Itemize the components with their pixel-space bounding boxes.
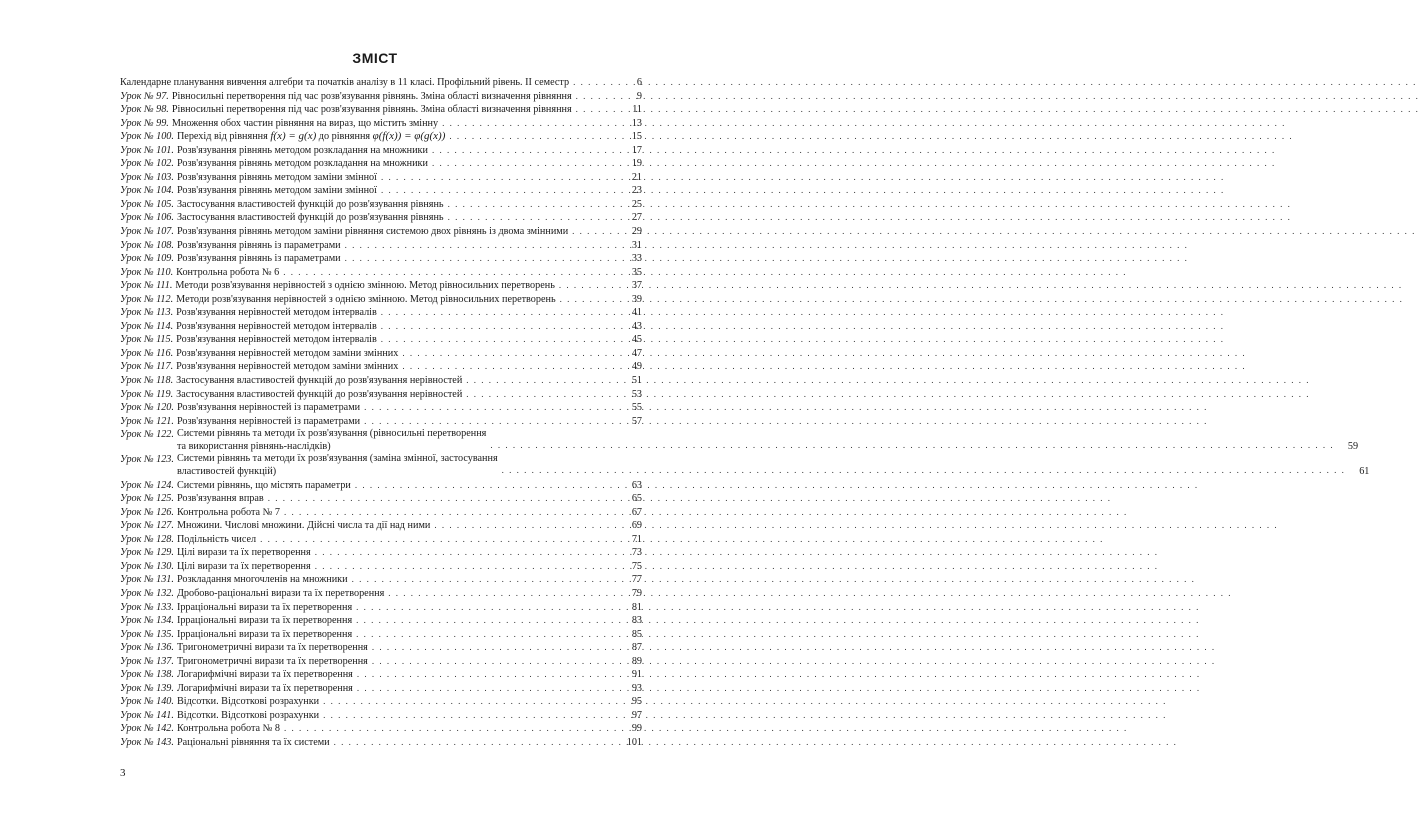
- toc-page-number: 21: [631, 171, 642, 183]
- toc-entry: [120, 655, 642, 669]
- toc-entry: [120, 560, 642, 574]
- toc-dot-leader: [576, 90, 618, 104]
- toc-lesson-number: Урок № 141.: [120, 709, 174, 721]
- toc-lesson-number: Урок № 119.: [120, 388, 174, 400]
- toc-entry-title: Розв'язування рівнянь методом розкладання на множники: [176, 158, 428, 170]
- toc-entry: [120, 479, 642, 493]
- toc-dot-leader: [355, 479, 618, 493]
- toc-page-number: 97: [631, 709, 642, 721]
- toc-entry: [120, 628, 642, 642]
- toc-page-number: 101: [626, 736, 642, 748]
- toc-dot-leader: [357, 668, 618, 682]
- toc-entry-text: [176, 347, 398, 361]
- toc-page-number: 35: [631, 266, 642, 278]
- toc-dot-leader: [356, 601, 618, 615]
- toc-entry-text: [177, 130, 445, 144]
- toc-entry: [120, 587, 642, 601]
- toc-entry-text: [177, 184, 377, 198]
- toc-entry-text: [176, 360, 398, 374]
- toc-entry-text: [177, 709, 319, 723]
- toc-entry-title: Застосування властивостей функцій до розв'язування нерівностей: [176, 375, 463, 387]
- toc-lesson-number: Урок № 115.: [120, 334, 174, 346]
- toc-entry: [120, 76, 642, 90]
- toc-page-number: 37: [631, 280, 642, 292]
- toc-dot-leader: [572, 225, 618, 239]
- toc-entry-title: Розв'язування нерівностей методом інтервалів: [176, 334, 377, 346]
- toc-entry: [120, 293, 642, 307]
- toc-entry-text: [176, 293, 555, 307]
- toc-entry-title: Тригонометричні вирази та їх перетворення: [176, 655, 368, 667]
- toc-lesson-number: Урок № 133.: [120, 601, 174, 613]
- toc-entry-title: Розв'язування рівнянь методом заміни змінної: [176, 185, 377, 197]
- toc-entry-text: [177, 560, 311, 574]
- toc-entry-text: [177, 415, 360, 429]
- toc-dot-leader: [560, 293, 618, 307]
- toc-entry-title: Логарифмічні вирази та їх перетворення: [176, 682, 353, 694]
- toc-entry-text: [175, 279, 554, 293]
- toc-page-number: 51: [631, 375, 642, 387]
- toc-dot-leader: [372, 655, 618, 669]
- toc-dot-leader: [402, 347, 618, 361]
- toc-entry: [120, 506, 642, 520]
- toc-entry-text: [177, 655, 368, 669]
- toc-entry-title: Рівносильні перетворення під час розв'язування рівнянь. Зміна області визначення рівняння: [171, 104, 572, 116]
- toc-dot-leader: [356, 628, 618, 642]
- toc-entry-title: Контрольна робота № 7: [176, 506, 280, 518]
- toc-entry: [120, 360, 642, 374]
- toc-entry-title: Розв'язування нерівностей із параметрами: [176, 402, 361, 414]
- toc-entry-text: [177, 533, 256, 547]
- toc-entry-title: Ірраціональні вирази та їх перетворення: [176, 615, 353, 627]
- toc-dot-leader: [352, 573, 618, 587]
- toc-lesson-number: Урок № 106.: [120, 212, 174, 224]
- toc-entry: [120, 614, 642, 628]
- table-of-contents: [120, 76, 1370, 750]
- toc-page-number: 55: [631, 402, 642, 414]
- toc-lesson-number: Урок № 138.: [120, 669, 174, 681]
- toc-page-number: 63: [631, 479, 642, 491]
- toc-entry-title: Цілі вирази та їх перетворення: [176, 547, 311, 559]
- toc-entry: [120, 388, 642, 402]
- toc-entry-text: [177, 492, 264, 506]
- toc-lesson-number: Урок № 135.: [120, 628, 174, 640]
- toc-entry: [120, 157, 642, 171]
- toc-lesson-number: Урок № 142.: [120, 723, 174, 735]
- toc-entry: [120, 401, 642, 415]
- toc-dot-leader: [381, 320, 618, 334]
- toc-lesson-number: Урок № 126.: [120, 506, 174, 518]
- toc-entry-text-block: [177, 453, 498, 478]
- toc-page-number: 9: [636, 90, 642, 102]
- toc-page-number: 25: [631, 198, 642, 210]
- toc-entry-text-block: [177, 428, 486, 453]
- toc-page-number: 53: [631, 388, 642, 400]
- toc-entry: [120, 171, 642, 185]
- toc-entry-title: Методи розв'язування нерівностей з однією змінною. Метод рівносильних перетворень: [176, 293, 556, 305]
- toc-lesson-number: Урок № 128.: [120, 533, 174, 545]
- toc-page-number: 77: [631, 574, 642, 586]
- toc-dot-leader: [260, 533, 618, 547]
- toc-entry: [120, 641, 642, 655]
- toc-page-number: 19: [631, 158, 642, 170]
- toc-dot-leader: [466, 388, 618, 402]
- toc-entry-text: [172, 103, 572, 117]
- toc-entry-text: [176, 333, 377, 347]
- toc-lesson-number: Урок № 134.: [120, 615, 174, 627]
- toc-entry-text: [177, 614, 352, 628]
- toc-lesson-number: Урок № 117.: [120, 361, 174, 373]
- toc-entry: [120, 90, 642, 104]
- toc-dot-leader: [372, 641, 618, 655]
- toc-lesson-number: Урок № 103.: [120, 171, 174, 183]
- toc-formula: f(x) = g(x): [270, 130, 317, 143]
- toc-entry-text: [177, 211, 444, 225]
- toc-dot-leader: [345, 239, 618, 253]
- toc-entry-text: [177, 225, 568, 239]
- toc-entry-text: [177, 479, 351, 493]
- toc-lesson-number: Урок № 137.: [120, 655, 174, 667]
- toc-entry-text: [177, 722, 280, 736]
- toc-dot-leader: [381, 333, 618, 347]
- toc-entry: [120, 533, 642, 547]
- toc-dot-leader: [432, 157, 618, 171]
- toc-dot-leader: [502, 464, 1346, 478]
- toc-page-number: 57: [631, 415, 642, 427]
- toc-page-number: 87: [631, 642, 642, 654]
- toc-page-number: 89: [631, 655, 642, 667]
- toc-lesson-number: Урок № 139.: [120, 682, 174, 694]
- toc-entry-text-continued: властивостей функцій): [176, 466, 277, 477]
- toc-entry-text: [177, 668, 353, 682]
- toc-page-number: 67: [631, 506, 642, 518]
- toc-entry-title: Подільність чисел: [176, 533, 257, 545]
- toc-dot-leader: [448, 198, 618, 212]
- toc-page-number: 11: [632, 104, 642, 116]
- toc-page-number: 29: [631, 226, 642, 238]
- toc-entry-title: Розв'язування рівнянь методом заміни рівняння системою двох рівнянь із двома змінними: [176, 226, 569, 238]
- toc-entry-title: Розв'язування нерівностей методом заміни змінних: [176, 347, 399, 359]
- toc-lesson-number: Урок № 101.: [120, 144, 174, 156]
- toc-page-number: 43: [631, 320, 642, 332]
- toc-entry: [120, 239, 642, 253]
- toc-lesson-number: Урок № 129.: [120, 547, 174, 559]
- toc-page-number: 47: [631, 347, 642, 359]
- toc-entry: [120, 130, 642, 144]
- toc-entry-title: Застосування властивостей функцій до розв'язування рівнянь: [176, 212, 444, 224]
- toc-lesson-number: Урок № 131.: [120, 574, 174, 586]
- toc-entry: [120, 736, 642, 750]
- toc-entry-title: Відсотки. Відсоткові розрахунки: [176, 696, 320, 708]
- toc-entry: [120, 347, 642, 361]
- toc-page-number: 27: [631, 212, 642, 224]
- toc-lesson-number: Урок № 136.: [120, 642, 174, 654]
- toc-entry: [120, 103, 642, 117]
- toc-dot-leader: [402, 360, 618, 374]
- toc-page-number: 45: [631, 334, 642, 346]
- toc-page-number: 73: [631, 547, 642, 559]
- toc-entry: [120, 144, 642, 158]
- toc-entry-title: Контрольна робота № 6: [176, 266, 280, 278]
- toc-page-number: 6: [636, 77, 642, 88]
- toc-entry-title: Тригонометричні вирази та їх перетворення: [176, 642, 368, 654]
- toc-entry: [120, 428, 1359, 453]
- toc-page-number: 69: [631, 520, 642, 532]
- toc-entry-text: [176, 306, 377, 320]
- toc-dot-leader: [381, 306, 618, 320]
- toc-entry-text: [177, 506, 280, 520]
- toc-lesson-number: Урок № 102.: [120, 158, 174, 170]
- toc-dot-leader: [576, 103, 618, 117]
- toc-entry-text: [177, 157, 428, 171]
- toc-page-number: 85: [631, 628, 642, 640]
- toc-lesson-number: Урок № 143.: [120, 736, 174, 748]
- toc-entry-tail: [486, 428, 1358, 453]
- toc-entry-title: Розв'язування рівнянь методом заміни змінної: [176, 171, 377, 183]
- toc-dot-leader: [434, 519, 618, 533]
- toc-lesson-number: Урок № 132.: [120, 587, 174, 599]
- toc-entry: [120, 374, 642, 388]
- toc-lesson-number: Урок № 98.: [120, 104, 169, 116]
- toc-dot-leader: [364, 401, 618, 415]
- toc-dot-leader: [283, 266, 618, 280]
- toc-entry-title: Методи розв'язування нерівностей з однією змінною. Метод рівносильних перетворень: [175, 280, 555, 292]
- toc-lesson-number: Урок № 116.: [120, 347, 174, 359]
- toc-dot-leader: [284, 506, 618, 520]
- toc-entry: [120, 184, 642, 198]
- toc-entry-text: [177, 198, 444, 212]
- toc-dot-leader: [284, 722, 618, 736]
- toc-entry-text: [177, 641, 368, 655]
- toc-entry: [120, 333, 642, 347]
- toc-page-number: 75: [631, 560, 642, 572]
- toc-lesson-number: Урок № 127.: [120, 520, 174, 532]
- toc-lesson-number: Урок № 123.: [120, 454, 174, 466]
- toc-lesson-number: Урок № 114.: [120, 320, 174, 332]
- toc-entry: [120, 211, 642, 225]
- toc-entry-text: [177, 682, 353, 696]
- toc-lesson-number: Урок № 112.: [120, 293, 174, 305]
- toc-entry-text: [172, 117, 438, 131]
- toc-dot-leader: [381, 184, 618, 198]
- toc-entry: [120, 266, 642, 280]
- toc-entry-text: [177, 519, 430, 533]
- toc-entry-text: [176, 374, 462, 388]
- toc-entry-text: [176, 388, 462, 402]
- toc-page-number: 93: [631, 682, 642, 694]
- toc-entry: [120, 453, 1370, 478]
- toc-lesson-number: Урок № 97.: [120, 90, 169, 102]
- toc-entry-title: Розв'язування вправ: [176, 493, 264, 505]
- toc-entry-title: Розв'язування нерівностей методом заміни змінних: [176, 361, 399, 373]
- toc-entry: [120, 519, 642, 533]
- toc-entry-text: [177, 401, 360, 415]
- toc-entry: [120, 709, 642, 723]
- toc-entry-title: Розв'язування рівнянь із параметрами: [176, 253, 341, 265]
- toc-entry-text: [177, 736, 330, 750]
- toc-entry-title: Календарне планування вивчення алгебри та початків аналізу в 11 класі. Профільний рівень. II семестр: [120, 77, 570, 88]
- toc-page-number: 59: [1347, 440, 1359, 452]
- toc-entry-title-middle: до рівняння: [318, 131, 371, 143]
- toc-lesson-number: Урок № 105.: [120, 198, 174, 210]
- toc-entry-title: Системи рівнянь, що містять параметри: [176, 479, 351, 491]
- toc-dot-leader: [573, 76, 618, 90]
- toc-entry-title: Рівносильні перетворення під час розв'язування рівнянь. Зміна області визначення рівняння: [171, 90, 572, 102]
- toc-page-number: 99: [631, 723, 642, 735]
- toc-entry-text: [177, 144, 428, 158]
- toc-entry: [120, 601, 642, 615]
- toc-entry-title: Множини. Числові множини. Дійсні числа та дії над ними: [176, 520, 431, 532]
- toc-entry-text: [120, 76, 569, 90]
- toc-entry-text: [177, 695, 319, 709]
- toc-entry-text-continued: та використання рівнянь-наслідків): [176, 440, 331, 452]
- toc-dot-leader: [466, 374, 618, 388]
- toc-entry: [120, 306, 642, 320]
- toc-page-number: 33: [631, 253, 642, 265]
- toc-lesson-number: Урок № 121.: [120, 415, 174, 427]
- toc-dot-leader: [315, 560, 618, 574]
- toc-entry-title: Розв'язування рівнянь із параметрами: [176, 239, 341, 251]
- toc-entry-title: Розв'язування рівнянь методом розкладання на множники: [176, 144, 428, 156]
- toc-dot-leader: [381, 171, 618, 185]
- toc-page-number: 23: [631, 185, 642, 197]
- toc-entry: [120, 573, 642, 587]
- toc-lesson-number: Урок № 125.: [120, 493, 174, 505]
- toc-page-number: 17: [631, 144, 642, 156]
- toc-page-number: 95: [631, 696, 642, 708]
- toc-page-number: 31: [631, 239, 642, 251]
- toc-entry-title: Дробово-раціональні вирази та їх перетворення: [176, 587, 385, 599]
- toc-dot-leader: [449, 130, 618, 144]
- toc-entry-text: [176, 320, 377, 334]
- toc-page-number: 81: [631, 601, 642, 613]
- toc-formula: φ(f(x)) = φ(g(x)): [372, 130, 446, 143]
- toc-dot-leader: [334, 736, 618, 750]
- toc-entry: [120, 279, 642, 293]
- toc-dot-leader: [442, 117, 618, 131]
- toc-entry-text: [172, 90, 572, 104]
- page-number: 3: [120, 767, 126, 779]
- toc-entry: [120, 668, 642, 682]
- toc-entry-text: Системи рівнянь та методи їх розв'язування (рівносильні перетворення: [176, 428, 487, 440]
- toc-entry-title: Цілі вирази та їх перетворення: [176, 560, 311, 572]
- toc-lesson-number: Урок № 113.: [120, 307, 174, 319]
- toc-entry: [120, 252, 642, 266]
- toc-entry-title: Ірраціональні вирази та їх перетворення: [176, 628, 353, 640]
- toc-lesson-number: Урок № 120.: [120, 402, 174, 414]
- toc-entry: [120, 117, 642, 131]
- toc-dot-leader: [323, 709, 618, 723]
- toc-page-number: 41: [631, 307, 642, 319]
- toc-page-number: 79: [631, 587, 642, 599]
- toc-dot-leader: [268, 492, 618, 506]
- toc-entry-text: [177, 628, 352, 642]
- toc-page-number: 83: [631, 615, 642, 627]
- toc-entry-title: Відсотки. Відсоткові розрахунки: [176, 709, 320, 721]
- toc-entry-title: Логарифмічні вирази та їх перетворення: [176, 669, 353, 681]
- toc-lesson-number: Урок № 118.: [120, 375, 174, 387]
- toc-entry: [120, 225, 642, 239]
- toc-entry-title: Застосування властивостей функцій до розв'язування нерівностей: [176, 388, 463, 400]
- toc-dot-leader: [432, 144, 618, 158]
- toc-lesson-number: Урок № 109.: [120, 253, 174, 265]
- toc-entry-text: [177, 546, 311, 560]
- toc-entry-title: Розкладання многочленів на множники: [176, 574, 348, 586]
- toc-lesson-number: Урок № 99.: [120, 117, 169, 129]
- toc-entry-text: Системи рівнянь та методи їх розв'язування (заміна змінної, застосування: [176, 453, 498, 465]
- toc-lesson-number: Урок № 108.: [120, 239, 174, 251]
- toc-dot-leader: [345, 252, 618, 266]
- toc-dot-leader: [323, 695, 618, 709]
- toc-page-number: 71: [631, 533, 642, 545]
- toc-dot-leader: [356, 614, 618, 628]
- toc-lesson-number: Урок № 130.: [120, 560, 174, 572]
- toc-entry-title: Раціональні рівняння та їх системи: [176, 736, 330, 748]
- toc-entry-text: [176, 266, 279, 280]
- toc-lesson-number: Урок № 122.: [120, 429, 174, 441]
- toc-entry-title: Застосування властивостей функцій до розв'язування рівнянь: [176, 198, 444, 210]
- toc-dot-leader: [357, 682, 618, 696]
- toc-page-number: 39: [631, 293, 642, 305]
- toc-lesson-number: Урок № 107.: [120, 226, 174, 238]
- toc-page-number: 15: [631, 131, 642, 143]
- toc-entry: [120, 492, 642, 506]
- toc-entry: [120, 682, 642, 696]
- toc-lesson-number: Урок № 124.: [120, 479, 174, 491]
- toc-entry-text: [177, 587, 384, 601]
- toc-dot-leader: [364, 415, 618, 429]
- toc-lesson-number: Урок № 104.: [120, 185, 174, 197]
- toc-page-number: 61: [1359, 466, 1370, 477]
- toc-lesson-number: Урок № 111.: [120, 280, 173, 292]
- toc-dot-leader: [490, 439, 1334, 453]
- toc-entry-title: Множення обох частин рівняння на вираз, що містить змінну: [171, 117, 439, 129]
- toc-entry-title: Розв'язування нерівностей із параметрами: [176, 415, 361, 427]
- toc-dot-leader: [448, 211, 618, 225]
- page-title: ЗМІСТ: [352, 50, 398, 66]
- toc-entry-title: Контрольна робота № 8: [176, 723, 280, 735]
- toc-entry: [120, 546, 642, 560]
- toc-lesson-number: Урок № 140.: [120, 696, 174, 708]
- toc-page-number: 13: [631, 117, 642, 129]
- toc-dot-leader: [559, 279, 618, 293]
- toc-entry: [120, 722, 642, 736]
- toc-dot-leader: [315, 546, 618, 560]
- toc-lesson-number: Урок № 100.: [120, 131, 174, 143]
- toc-entry-title: Перехід від рівняння: [176, 131, 268, 143]
- toc-entry-text: [177, 573, 348, 587]
- toc-page-number: 65: [631, 493, 642, 505]
- toc-page-number: 91: [631, 669, 642, 681]
- toc-lesson-number: Урок № 110.: [120, 266, 174, 278]
- toc-entry: [120, 695, 642, 709]
- toc-entry-text: [177, 171, 377, 185]
- toc-entry-text: [177, 239, 341, 253]
- toc-entry-title: Розв'язування нерівностей методом інтервалів: [176, 320, 377, 332]
- toc-dot-leader: [388, 587, 618, 601]
- toc-entry-tail: [498, 453, 1370, 478]
- toc-page-number: 49: [631, 361, 642, 373]
- toc-entry: [120, 198, 642, 212]
- toc-entry: [120, 415, 642, 429]
- toc-entry-text: [177, 252, 341, 266]
- toc-entry-title: Ірраціональні вирази та їх перетворення: [176, 601, 353, 613]
- toc-entry-text: [177, 601, 352, 615]
- toc-entry: [120, 320, 642, 334]
- toc-entry-title: Розв'язування нерівностей методом інтервалів: [176, 307, 377, 319]
